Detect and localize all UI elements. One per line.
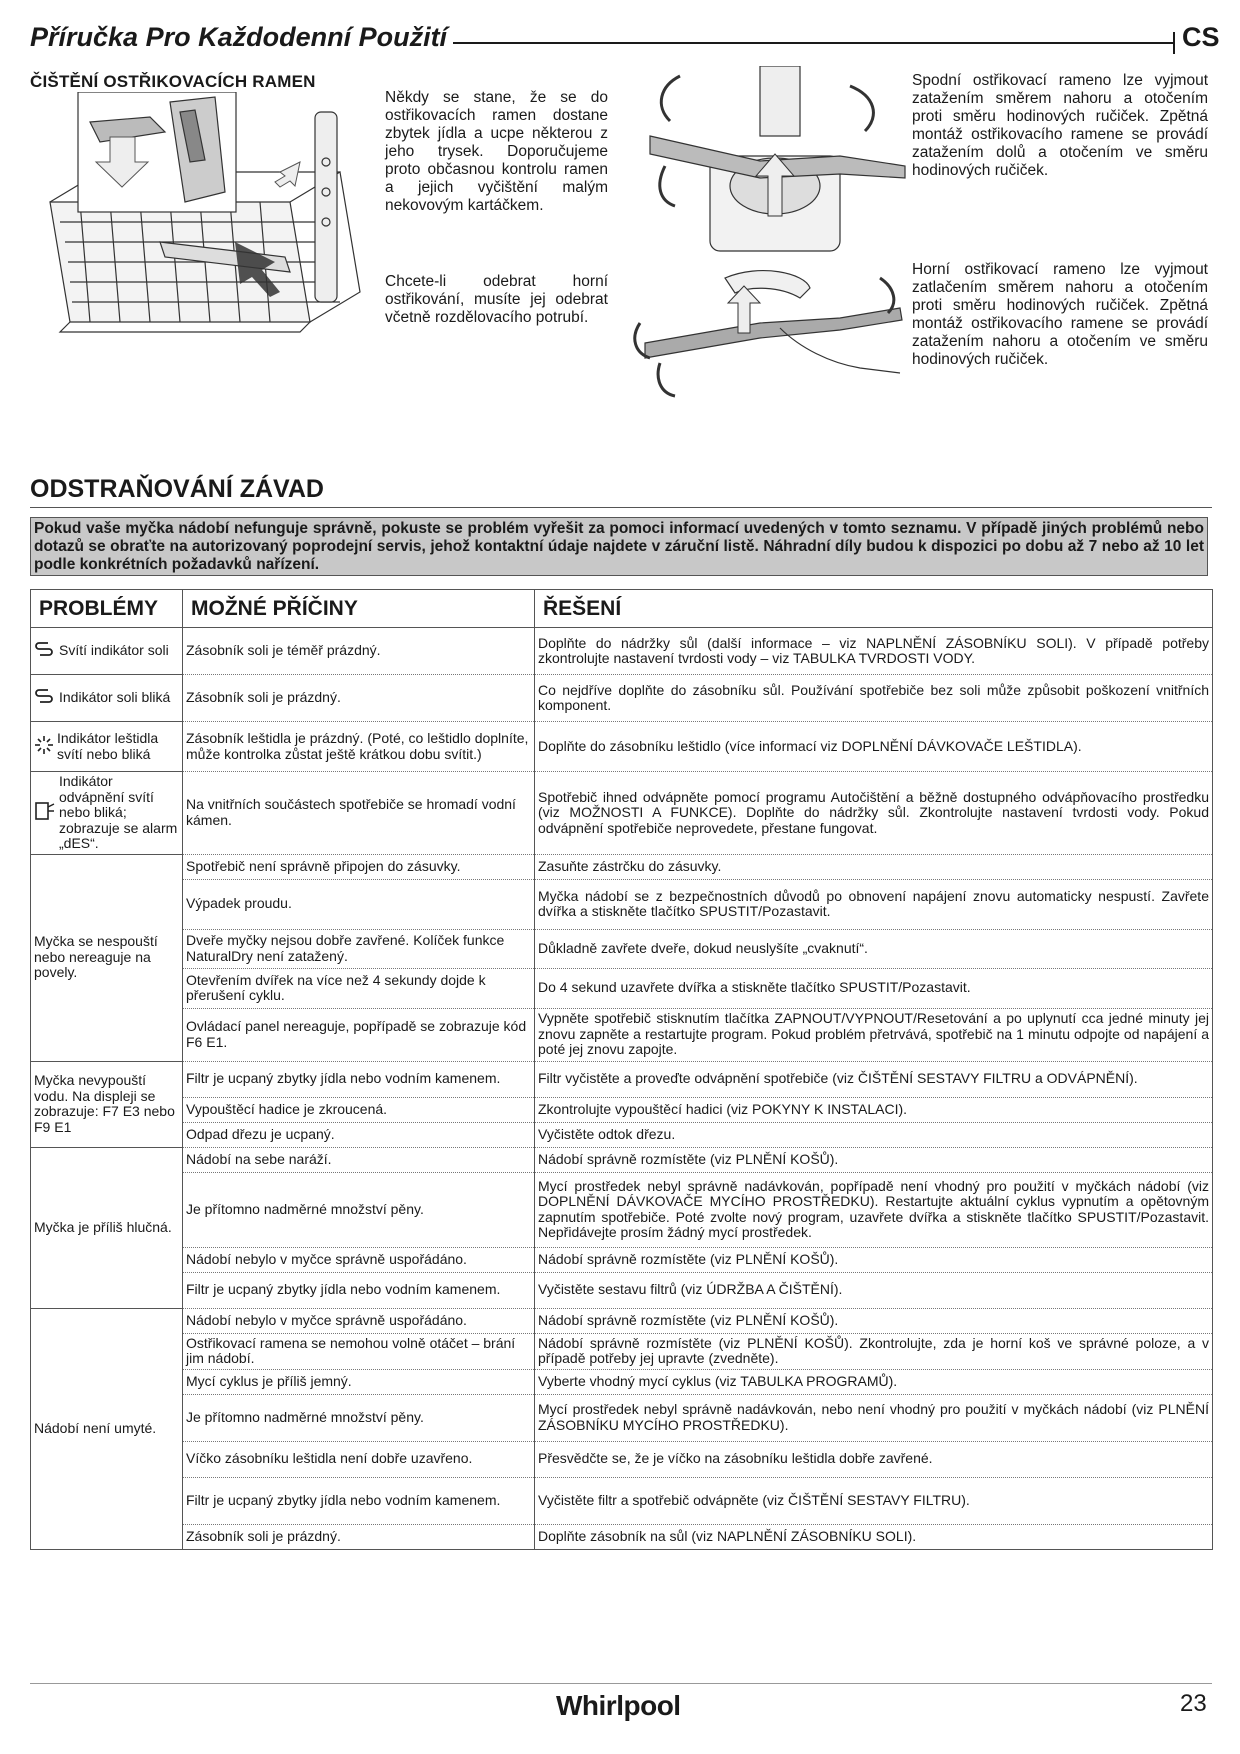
table-row xyxy=(31,1272,1213,1308)
cause-cell: Je přítomno nadměrné množství pěny. xyxy=(183,1394,535,1441)
language-code: CS xyxy=(1182,22,1220,52)
table-row xyxy=(31,854,1213,879)
solution-cell: Do 4 sekund uzavřete dvířka a stiskněte tlačítko SPUSTIT/Pozastavit. xyxy=(535,968,1213,1008)
solution-cell: Zasuňte zástrčku do zásuvky. xyxy=(535,854,1213,879)
column-header-causes: MOŽNÉ PŘÍČINY xyxy=(183,590,535,628)
problem-text: Nádobí není umyté. xyxy=(34,1419,157,1436)
solution-cell: Filtr vyčistěte a proveďte odvápnění spotřebiče (viz ČIŠTĚNÍ SESTAVY FILTRU a ODVÁPNĚNÍ). xyxy=(535,1061,1213,1097)
table-row xyxy=(31,1061,1213,1097)
cleaning-paragraph-1: Někdy se stane, že se do ostřikovacích ramen dostane zbytek jídla a ucpe některou z jeho trysek. Doporučujeme proto občasnou kontrolu ramen a jejich vyčištění malým nekovovým kartáčkem. xyxy=(385,89,608,214)
solution-cell: Nádobí správně rozmístěte (viz PLNĚNÍ KOŠŮ). xyxy=(535,1308,1213,1333)
table-row xyxy=(31,1394,1213,1441)
cause-cell: Odpad dřezu je ucpaný. xyxy=(183,1122,535,1147)
problem-cell xyxy=(31,1147,183,1308)
cause-cell: Je přítomno nadměrné množství pěny. xyxy=(183,1172,535,1247)
solution-cell: Zkontrolujte vypouštěcí hadici (viz POKYNY K INSTALACI). xyxy=(535,1097,1213,1122)
solution-cell: Mycí prostředek nebyl správně nadávkován, popřípadě není vhodný pro použití v myčkách nádobí (viz DOPLNĚNÍ DÁVKOVAČE MYCÍHO PROSTŘEDKU). Restartujte aktuální cyklus vypnutím a opětovným zapnutím spotřebiče. Poté zvolte nový program, uzavřete dvířka a stiskněte tlačítko SPUSTIT/Pozastavit. Nepřidávejte prosím žádný mycí prostředek. xyxy=(535,1172,1213,1247)
solution-cell: Vyčistěte filtr a spotřebič odvápněte (viz ČIŠTĚNÍ SESTAVY FILTRU). xyxy=(535,1477,1213,1524)
problem-text: Indikátor odvápnění svítí nebo bliká; zobrazuje se alarm „dES“. xyxy=(59,773,178,851)
table-row xyxy=(31,968,1213,1008)
table-row xyxy=(31,929,1213,968)
section-title-cleaning: ČIŠTĚNÍ OSTŘIKOVACÍCH RAMEN xyxy=(30,72,316,91)
brand-logo: Whirlpool xyxy=(556,1690,681,1721)
cause-cell: Zásobník soli je prázdný. xyxy=(183,675,535,722)
cause-cell: Dveře myčky nejsou dobře zavřené. Kolíček funkce NaturalDry není zatažený. xyxy=(183,929,535,968)
problem-cell xyxy=(31,722,183,772)
salt-indicator-icon xyxy=(34,687,56,709)
table-row xyxy=(31,1147,1213,1172)
cause-cell: Nádobí nebylo v myčce správně uspořádáno. xyxy=(183,1247,535,1272)
solution-cell: Myčka nádobí se z bezpečnostních důvodů po obnovení napájení znovu automaticky nespustí. Zavřete dvířka a stiskněte tlačítko SPUSTIT/Pozastavit. xyxy=(535,879,1213,929)
solution-cell: Vyčistěte odtok dřezu. xyxy=(535,1122,1213,1147)
solution-cell: Doplňte do zásobníku leštidlo (více informací viz DOPLNĚNÍ DÁVKOVAČE LEŠTIDLA). xyxy=(535,722,1213,772)
descaling-indicator-icon xyxy=(34,801,56,825)
lower-spray-arm-illustration xyxy=(640,66,910,256)
problem-cell xyxy=(31,772,183,855)
troubleshooting-table xyxy=(30,589,1213,1550)
table-row xyxy=(31,1524,1213,1549)
table-row xyxy=(31,1122,1213,1147)
cause-cell: Filtr je ucpaný zbytky jídla nebo vodním kamenem. xyxy=(183,1272,535,1308)
solution-cell: Mycí prostředek nebyl správně nadávkován, nebo není vhodný pro použití v myčkách nádobí (viz PLNĚNÍ ZÁSOBNÍKU MYCÍHO PROSTŘEDKU). xyxy=(535,1394,1213,1441)
problem-cell xyxy=(31,1308,183,1549)
column-header-problems: PROBLÉMY xyxy=(31,590,183,628)
cause-cell: Spotřebič není správně připojen do zásuvky. xyxy=(183,854,535,879)
table-row xyxy=(31,1441,1213,1477)
table-row xyxy=(31,1008,1213,1061)
problem-cell xyxy=(31,854,183,1061)
cause-cell: Vypouštěcí hadice je zkroucená. xyxy=(183,1097,535,1122)
solution-cell: Spotřebič ihned odvápněte pomocí programu Autočištění a běžně dostupného odvápňovacího prostředku (viz MOŽNOSTI A FUNKCE). Doplňte do nádržky sůl. Zkontrolujte nastavení tvrdosti vody. Pokud odvápnění spotřebiče neprovedete, přestane fungovat. xyxy=(535,772,1213,855)
problem-text: Indikátor leštidla svítí nebo bliká xyxy=(57,730,159,762)
solution-cell: Nádobí správně rozmístěte (viz PLNĚNÍ KOŠŮ). Zkontrolujte, zda je horní koš ve správné poloze, a v případě potřeby jej upravte (zvedněte). xyxy=(535,1333,1213,1369)
problem-text: Myčka je příliš hlučná. xyxy=(34,1218,172,1235)
cause-cell: Nádobí na sebe naráží. xyxy=(183,1147,535,1172)
table-row xyxy=(31,675,1213,722)
header-rule xyxy=(453,42,1173,44)
column-header-solutions: ŘEŠENÍ xyxy=(535,590,1213,628)
cause-cell: Filtr je ucpaný zbytky jídla nebo vodním kamenem. xyxy=(183,1477,535,1524)
table-row xyxy=(31,722,1213,772)
cause-cell: Zásobník soli je téměř prázdný. xyxy=(183,628,535,675)
solution-cell: Co nejdříve doplňte do zásobníku sůl. Používání spotřebiče bez soli může způsobit poškození vnitřních komponent. xyxy=(535,675,1213,722)
table-row xyxy=(31,1172,1213,1247)
problem-cell xyxy=(31,1061,183,1147)
solution-cell: Doplňte do nádržky sůl (další informace – viz NAPLNĚNÍ ZÁSOBNÍKU SOLI). V případě potřeby zkontrolujte nastavení tvrdosti vody – viz TABULKA TVRDOSTI VODY. xyxy=(535,628,1213,675)
solution-cell: Nádobí správně rozmístěte (viz PLNĚNÍ KOŠŮ). xyxy=(535,1247,1213,1272)
table-row xyxy=(31,1477,1213,1524)
table-row xyxy=(31,1333,1213,1369)
cause-cell: Nádobí nebylo v myčce správně uspořádáno. xyxy=(183,1308,535,1333)
cause-cell: Ovládací panel nereaguje, popřípadě se zobrazuje kód F6 E1. xyxy=(183,1008,535,1061)
cause-cell: Výpadek proudu. xyxy=(183,879,535,929)
problem-text: Myčka nevypouští vodu. Na displeji se zobrazuje: F7 E3 nebo F9 E1 xyxy=(34,1072,175,1135)
cleaning-paragraph-4: Horní ostřikovací rameno lze vyjmout zatlačením směrem nahoru a otočením proti směru hodinových ručiček. Zpětná montáž ostřikovacího ramene se provádí zatažením nahoru a otočením ve směru hodinových ručiček. xyxy=(912,261,1208,368)
problem-cell xyxy=(31,675,183,722)
section-title-troubleshooting: ODSTRAŇOVÁNÍ ZÁVAD xyxy=(30,475,324,503)
cause-cell: Zásobník soli je prázdný. xyxy=(183,1524,535,1549)
cause-cell: Víčko zásobníku leštidla není dobře uzavřeno. xyxy=(183,1441,535,1477)
solution-cell: Vyčistěte sestavu filtrů (viz ÚDRŽBA A ČIŠTĚNÍ). xyxy=(535,1272,1213,1308)
salt-indicator-icon xyxy=(34,640,56,662)
problem-cell xyxy=(31,628,183,675)
basket-illustration xyxy=(40,92,375,342)
page-number: 23 xyxy=(1180,1690,1207,1717)
cause-cell: Mycí cyklus je příliš jemný. xyxy=(183,1369,535,1394)
problem-text: Svítí indikátor soli xyxy=(59,642,169,659)
cause-cell: Zásobník leštidla je prázdný. (Poté, co leštidlo doplníte, může kontrolka zůstat ještě krátkou dobu svítit.) xyxy=(183,722,535,772)
solution-cell: Vyberte vhodný mycí cyklus (viz TABULKA PROGRAMŮ). xyxy=(535,1369,1213,1394)
rinse-aid-indicator-icon xyxy=(34,735,54,759)
cleaning-paragraph-3: Spodní ostřikovací rameno lze vyjmout zatažením směrem nahoru a otočením proti směru hodinových ručiček. Zpětná montáž ostřikovacího ramene se provádí zatažením dolů a otočením ve směru hodinových ručiček. xyxy=(912,72,1208,179)
cleaning-paragraph-2: Chcete-li odebrat horní ostřikování, musíte jej odebrat včetně rozdělovacího potrubí. xyxy=(385,273,608,326)
cause-cell: Filtr je ucpaný zbytky jídla nebo vodním kamenem. xyxy=(183,1061,535,1097)
table-row xyxy=(31,1097,1213,1122)
problem-text: Indikátor soli bliká xyxy=(59,689,171,706)
troubleshooting-intro: Pokud vaše myčka nádobí nefunguje správně, pokuste se problém vyřešit za pomoci informací uvedených v tomto seznamu. V případě jiných problémů nebo dotazů se obraťte na autorizovaný poprodejní servis, jehož kontaktní údaje najdete v záruční listě. Náhradní díly budou k dispozici po dobu až 7 nebo až 10 let podle konkrétních požadavků nařízení. xyxy=(30,517,1208,576)
table-row xyxy=(31,1369,1213,1394)
cause-cell: Ostřikovací ramena se nemohou volně otáčet – brání jim nádobí. xyxy=(183,1333,535,1369)
solution-cell: Vypněte spotřebič stisknutím tlačítka ZAPNOUT/VYPNOUT/Resetování a po uplynutí cca jedné minuty jej znovu zapněte a restartujte program. Pokud problém přetrvává, spotřebič na 1 minutu odpojte od napájení a poté jej znovu zapojte. xyxy=(535,1008,1213,1061)
page-title: Příručka Pro Každodenní Použití xyxy=(30,22,448,52)
problem-text: Myčka se nespouští nebo nereaguje na povely. xyxy=(34,933,158,981)
cause-cell: Otevřením dvířek na více než 4 sekundy dojde k přerušení cyklu. xyxy=(183,968,535,1008)
upper-spray-arm-illustration xyxy=(630,268,910,403)
table-row xyxy=(31,1247,1213,1272)
section-rule xyxy=(30,507,1212,508)
solution-cell: Nádobí správně rozmístěte (viz PLNĚNÍ KOŠŮ). xyxy=(535,1147,1213,1172)
cause-cell: Na vnitřních součástech spotřebiče se hromadí vodní kámen. xyxy=(183,772,535,855)
table-row xyxy=(31,1308,1213,1333)
solution-cell: Důkladně zavřete dveře, dokud neuslyšíte „cvaknutí“. xyxy=(535,929,1213,968)
table-row xyxy=(31,879,1213,929)
solution-cell: Přesvědčte se, že je víčko na zásobníku leštidla dobře zavřené. xyxy=(535,1441,1213,1477)
table-row xyxy=(31,628,1213,675)
footer-rule xyxy=(30,1683,1212,1684)
header-divider xyxy=(1173,32,1175,54)
solution-cell: Doplňte zásobník na sůl (viz NAPLNĚNÍ ZÁSOBNÍKU SOLI). xyxy=(535,1524,1213,1549)
table-row xyxy=(31,772,1213,855)
